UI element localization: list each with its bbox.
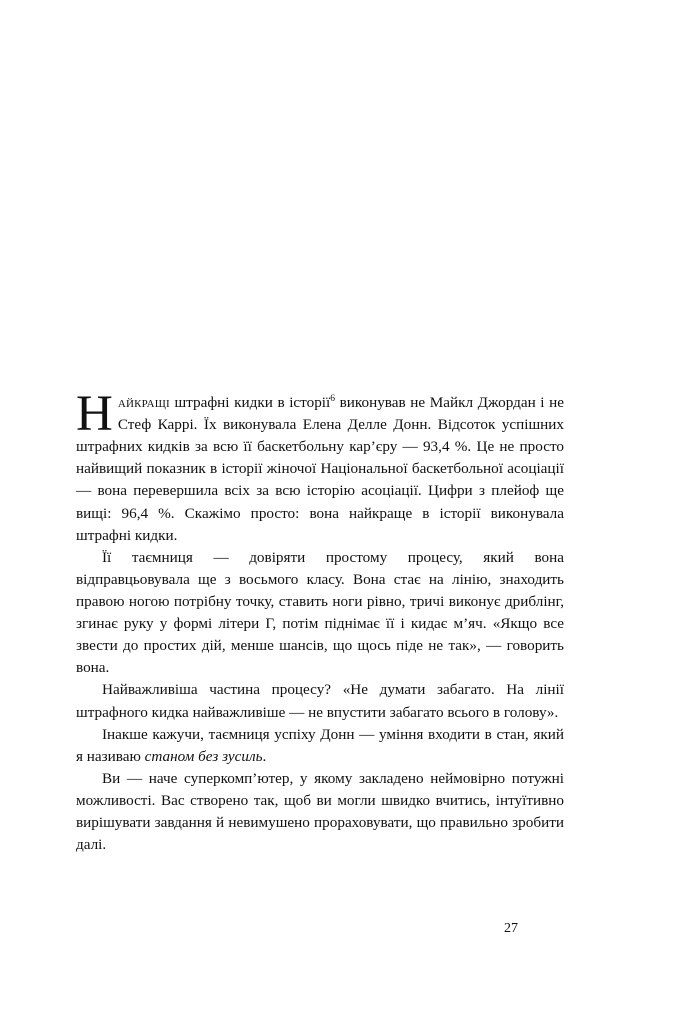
paragraph-effortless-state-before: Інакше кажучи, таємниця успіху Донн — уміння входити в стан, який я називаю [76,725,564,765]
footnote-marker: 6 [330,393,335,404]
paragraph-effortless-state [76,724,564,768]
paragraph-most-important-part: Найважливіша частина процесу? «Не думати забагато. На лінії штрафного кидка найважливіше — не впустити забагато всього в голову». [76,681,564,721]
paragraph-secret-process: Її таємниця — довіряти простому процесу, який вона відправцьовувала ще з восьмого класу. Вона стає на лінію, знаходить правою ногою потрібну точку, ставить ноги рівно, тричі виконує дриблінг, згинає руку у формі літери Г, потім піднімає її і кидає м’яч. «Якщо все звести до простих дій, менше шансів, що щось піде не так», — говорить вона. [76,548,564,677]
drop-cap: Н [76,386,113,442]
page-number [0,921,674,937]
page-number-value: 27 [504,921,518,936]
lead-small-caps: айкращі [117,394,170,411]
paragraph-supercomputer: Ви — наче суперкомп’ютер, у якому закладено неймовірно потужні можливості. Вас створено так, щоб ви могли швидко вчитись, інтуїтивно вирішувати завдання й невимушено прораховувати, що правильно зробити далі. [76,769,564,854]
paragraph-opening [76,386,564,547]
paragraph-opening-text-b: виконував не Майкл Джордан і не Стеф Каррі. Їх виконувала Елена Делле Донн. Відсоток успішних штрафних кидків за всю її баскетбольну кар’єру — 93,4 %. Це не просто найвищий показник в історії жіночої Національної баскетбольної асоціації — вона перевершила всіх за всю історію асоціації. Цифри з плейоф ще вищі: 96,4 %. Скажімо просто: вона найкраще в історії виконувала штрафні кидки. [76,394,564,544]
paragraph-opening-text-a: штрафні кидки в історії [169,394,331,411]
paragraph-effortless-state-after: . [262,747,267,765]
body-text-block [76,386,564,856]
italic-term-effortless-state: станом без зусиль [144,747,263,765]
